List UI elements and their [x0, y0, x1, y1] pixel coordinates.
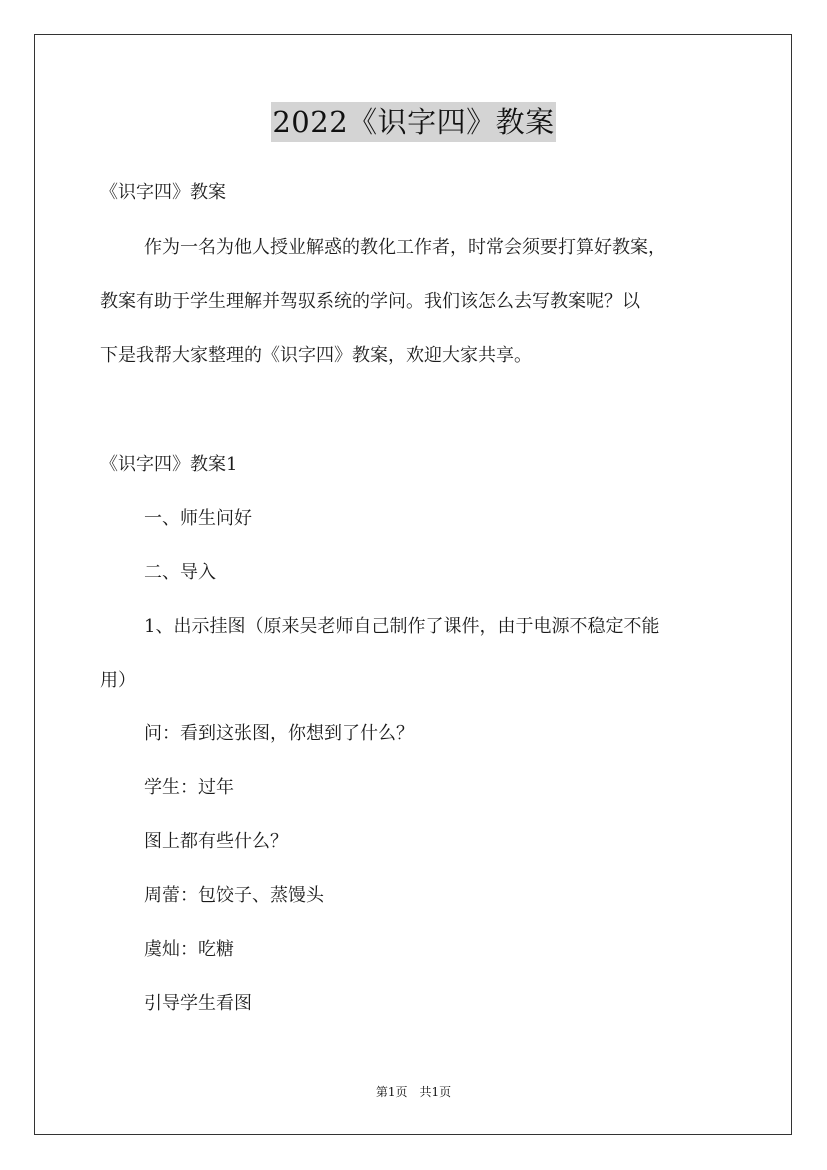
paragraph-line: 用） [100, 670, 136, 691]
paragraph-line: 引导学生看图 [144, 993, 252, 1014]
section-heading: 《识字四》教案1 [100, 454, 238, 475]
paragraph-line: 学生：过年 [144, 777, 234, 798]
paragraph-line: 图上都有些什么？ [144, 831, 288, 852]
paragraph-line: 下是我帮大家整理的《识字四》教案，欢迎大家共享。 [100, 345, 532, 366]
document-title: 2022《识字四》教案 [271, 102, 555, 142]
paragraph-line: 虞灿：吃糖 [144, 939, 234, 960]
page-footer: 第1页 共1页 [375, 1085, 452, 1099]
paragraph-line: 教案有助于学生理解并驾驭系统的学问。我们该怎么去写教案呢？以 [100, 291, 640, 312]
paragraph-line: 问：看到这张图，你想到了什么？ [144, 723, 414, 744]
paragraph-line: 周蕾：包饺子、蒸馒头 [144, 885, 324, 906]
paragraph-line: 1、出示挂图（原来吴老师自己制作了课件，由于电源不稳定不能 [144, 616, 660, 637]
paragraph-line: 一、师生问好 [144, 508, 252, 529]
paragraph-line: 作为一名为他人授业解惑的教化工作者，时常会须要打算好教案， [144, 237, 666, 258]
paragraph-heading: 《识字四》教案 [100, 182, 226, 203]
title-wrap [0, 102, 827, 142]
paragraph-line: 二、导入 [144, 562, 216, 583]
